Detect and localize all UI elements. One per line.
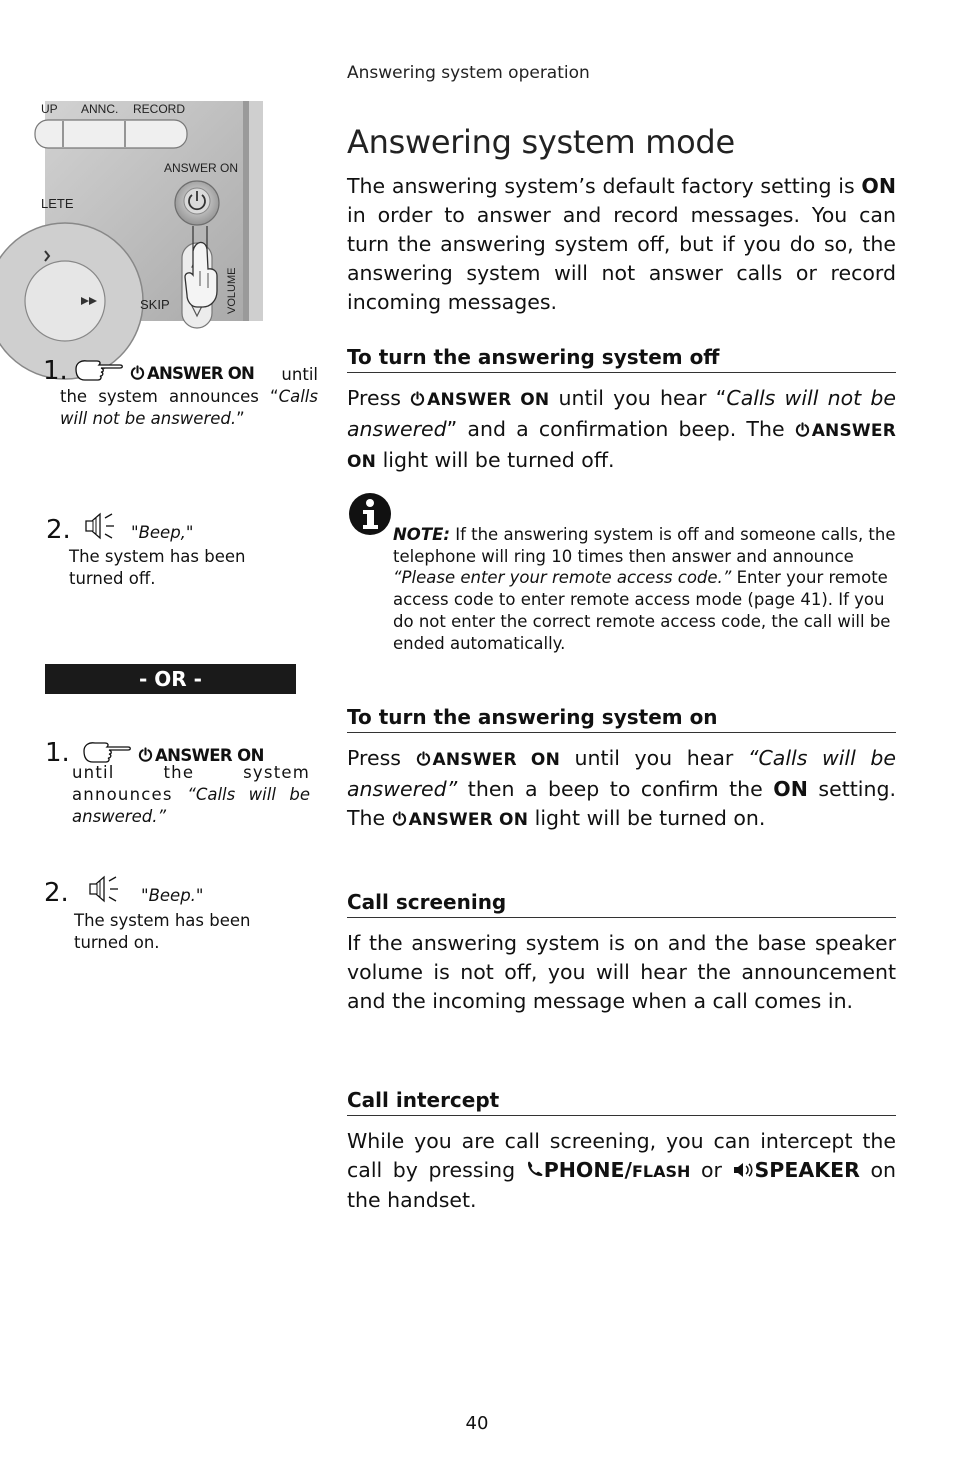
device-label-answer-on: ANSWER ON <box>164 161 239 175</box>
phone-icon <box>526 1160 544 1178</box>
device-label-up: UP <box>41 102 58 116</box>
device-label-delete: LETE <box>41 196 74 211</box>
off-step-1: 1. ANSWER ON <box>43 356 255 386</box>
on-step-2: 2. "Beep." <box>44 875 204 908</box>
speaker-icon <box>733 1161 755 1179</box>
step-number: 2. <box>46 515 71 545</box>
device-button-panel-image <box>41 101 263 321</box>
device-label-record: RECORD <box>133 102 186 116</box>
intro-paragraph: The answering system’s default factory setting is ON in order to answer and record messages. You can turn the answering system off, but if you do so, the answering system will not answer calls or record incoming messages. <box>347 174 896 314</box>
step-number: 1. <box>43 356 68 386</box>
power-icon <box>410 391 425 406</box>
device-label-volume: VOLUME <box>226 267 238 314</box>
speaker-beep-icon <box>82 512 120 540</box>
running-header: Answering system operation <box>347 63 590 83</box>
device-label-skip: SKIP <box>140 297 170 312</box>
power-icon <box>795 422 810 437</box>
device-label-annc: ANNC. <box>81 102 119 116</box>
off-step-1-text: until the system announces “Calls will not be answered.” <box>60 365 318 428</box>
call-intercept-paragraph: While you are call screening, you can intercept the call by pressing PHONE/FLASH or SPEAKER on the handset. <box>347 1129 896 1212</box>
turn-on-heading: To turn the answering system on <box>347 705 896 733</box>
power-icon <box>392 811 407 826</box>
turn-on-paragraph: Press ANSWER ON until you hear “Calls will be answered” then a beep to confirm the ON setting. The ANSWER ON light will be turned on. <box>347 746 896 830</box>
info-icon <box>348 492 392 536</box>
or-divider: - OR - <box>45 664 296 694</box>
turn-off-paragraph: Press ANSWER ON until you hear “Calls will not be answered” and a confirmation beep. The ANSWER ON light will be turned off. <box>347 386 896 472</box>
call-intercept-heading: Call intercept <box>347 1088 896 1116</box>
step-number: 1. <box>45 738 70 768</box>
on-step-1-text: until the system announces “Calls will be answered.” <box>72 763 310 826</box>
on-step-1: 1. ANSWER ON <box>45 738 264 768</box>
step-number: 2. <box>44 878 69 908</box>
on-step-2-text: The system has been turned on. <box>74 911 251 952</box>
note-text: NOTE: If the answering system is off and someone calls, the telephone will ring 10 times then answer and announce “Please enter your remote access code.” Enter your remote access code to enter remote access mode (page 41). If you do not enter the correct remote access code, the call will be ended automatically. <box>393 525 896 653</box>
turn-off-heading: To turn the answering system off <box>347 345 896 373</box>
page-title: Answering system mode <box>347 123 735 161</box>
call-screening-paragraph: If the answering system is on and the base speaker volume is not off, you will hear the announcement and the incoming message when a call comes in. <box>347 931 896 1013</box>
page-number: 40 <box>465 1413 489 1434</box>
power-icon <box>416 751 431 766</box>
off-step-2-text: The system has been turned off. <box>69 547 246 588</box>
speaker-beep-icon <box>86 875 124 903</box>
call-screening-heading: Call screening <box>347 890 896 918</box>
off-step-2: 2. "Beep," <box>46 512 194 545</box>
